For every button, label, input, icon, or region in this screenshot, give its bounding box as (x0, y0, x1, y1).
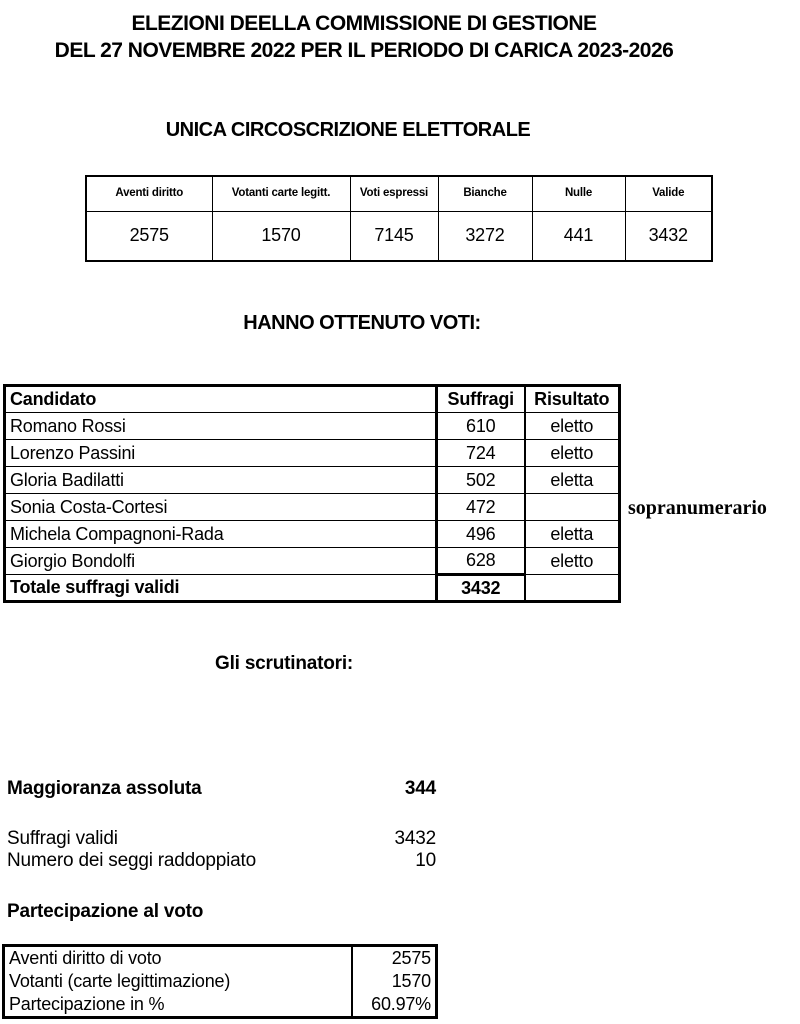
summary-value-votanti: 1570 (212, 211, 350, 261)
participation-value: 60.97% (371, 994, 431, 1015)
candidate-result: eletto (525, 548, 620, 575)
table-row (5, 494, 620, 521)
candidate-name: Sonia Costa-Cortesi (5, 494, 437, 521)
votes-heading: HANNO OTTENUTO VOTI: (243, 312, 481, 334)
participation-value: 2575 (391, 947, 431, 968)
table-row (5, 413, 620, 440)
valid-votes-value: 3432 (394, 828, 436, 849)
district-subtitle: UNICA CIRCOSCRIZIONE ELETTORALE (165, 119, 531, 141)
table-row (5, 548, 620, 575)
total-votes: 3432 (437, 575, 525, 602)
title-line-1: ELEZIONI DEELLA COMMISSIONE DI GESTIONE (131, 12, 597, 35)
scrutineers-heading: Gli scrutinatori: (215, 653, 354, 674)
candidate-votes: 502 (437, 467, 525, 494)
summary-value-aventi: 2575 (86, 211, 212, 261)
summary-header-bianche: Bianche (438, 176, 532, 211)
summary-value-nulle: 441 (532, 211, 625, 261)
seats-value: 10 (415, 850, 436, 871)
table-row (4, 946, 437, 970)
summary-header-valide: Valide (625, 176, 712, 211)
table-row (5, 440, 620, 467)
summary-header-voti: Voti espressi (350, 176, 438, 211)
valid-votes-label: Suffragi validi (7, 828, 118, 849)
candidate-result: eletto (525, 413, 620, 440)
results-total-row (5, 575, 620, 602)
participation-label: Partecipazione in % (4, 994, 352, 1018)
candidate-name: Michela Compagnoni-Rada (5, 521, 437, 548)
total-label: Totale suffragi validi (5, 575, 437, 602)
results-header-votes: Suffragi (437, 386, 525, 413)
table-row (4, 970, 437, 994)
majority-value: 344 (404, 778, 436, 799)
results-header-row (5, 386, 620, 413)
candidate-name: Romano Rossi (5, 413, 437, 440)
participation-table (2, 944, 438, 1019)
results-header-result: Risultato (525, 386, 620, 413)
sopranumerario-note: sopranumerario (628, 497, 767, 519)
participation-value: 1570 (391, 971, 431, 991)
candidate-votes: 610 (437, 413, 525, 440)
seats-label: Numero dei seggi raddoppiato (7, 850, 256, 871)
candidate-result: eletta (525, 521, 620, 548)
candidate-result: eletta (525, 467, 620, 494)
participation-label: Votanti (carte legittimazione) (4, 970, 352, 994)
participation-label: Aventi diritto di voto (4, 946, 352, 970)
summary-header-nulle: Nulle (532, 176, 625, 211)
results-header-candidate: Candidato (5, 386, 437, 413)
summary-value-voti: 7145 (350, 211, 438, 261)
candidate-name: Lorenzo Passini (5, 440, 437, 467)
table-row (4, 994, 437, 1018)
summary-value-valide: 3432 (625, 211, 712, 261)
summary-header-row (86, 176, 712, 211)
candidate-votes: 628 (437, 548, 525, 575)
candidate-votes: 496 (437, 521, 525, 548)
candidate-votes: 472 (437, 494, 525, 521)
results-table (3, 384, 621, 603)
summary-table (85, 175, 713, 262)
majority-label: Maggioranza assoluta (7, 778, 202, 799)
title-line-2: DEL 27 NOVEMBRE 2022 PER IL PERIODO DI CARICA 2023-2026 (54, 39, 674, 62)
document-title (0, 10, 728, 64)
candidate-result (525, 494, 620, 521)
table-row (5, 521, 620, 548)
summary-value-row (86, 211, 712, 261)
candidate-name: Gloria Badilatti (5, 467, 437, 494)
table-row (5, 467, 620, 494)
participation-heading: Partecipazione al voto (7, 901, 204, 922)
candidate-result: eletto (525, 440, 620, 467)
total-result (525, 575, 620, 602)
summary-header-votanti: Votanti carte legitt. (212, 176, 350, 211)
candidate-name: Giorgio Bondolfi (5, 548, 437, 575)
summary-header-aventi: Aventi diritto (86, 176, 212, 211)
candidate-votes: 724 (437, 440, 525, 467)
summary-value-bianche: 3272 (438, 211, 532, 261)
